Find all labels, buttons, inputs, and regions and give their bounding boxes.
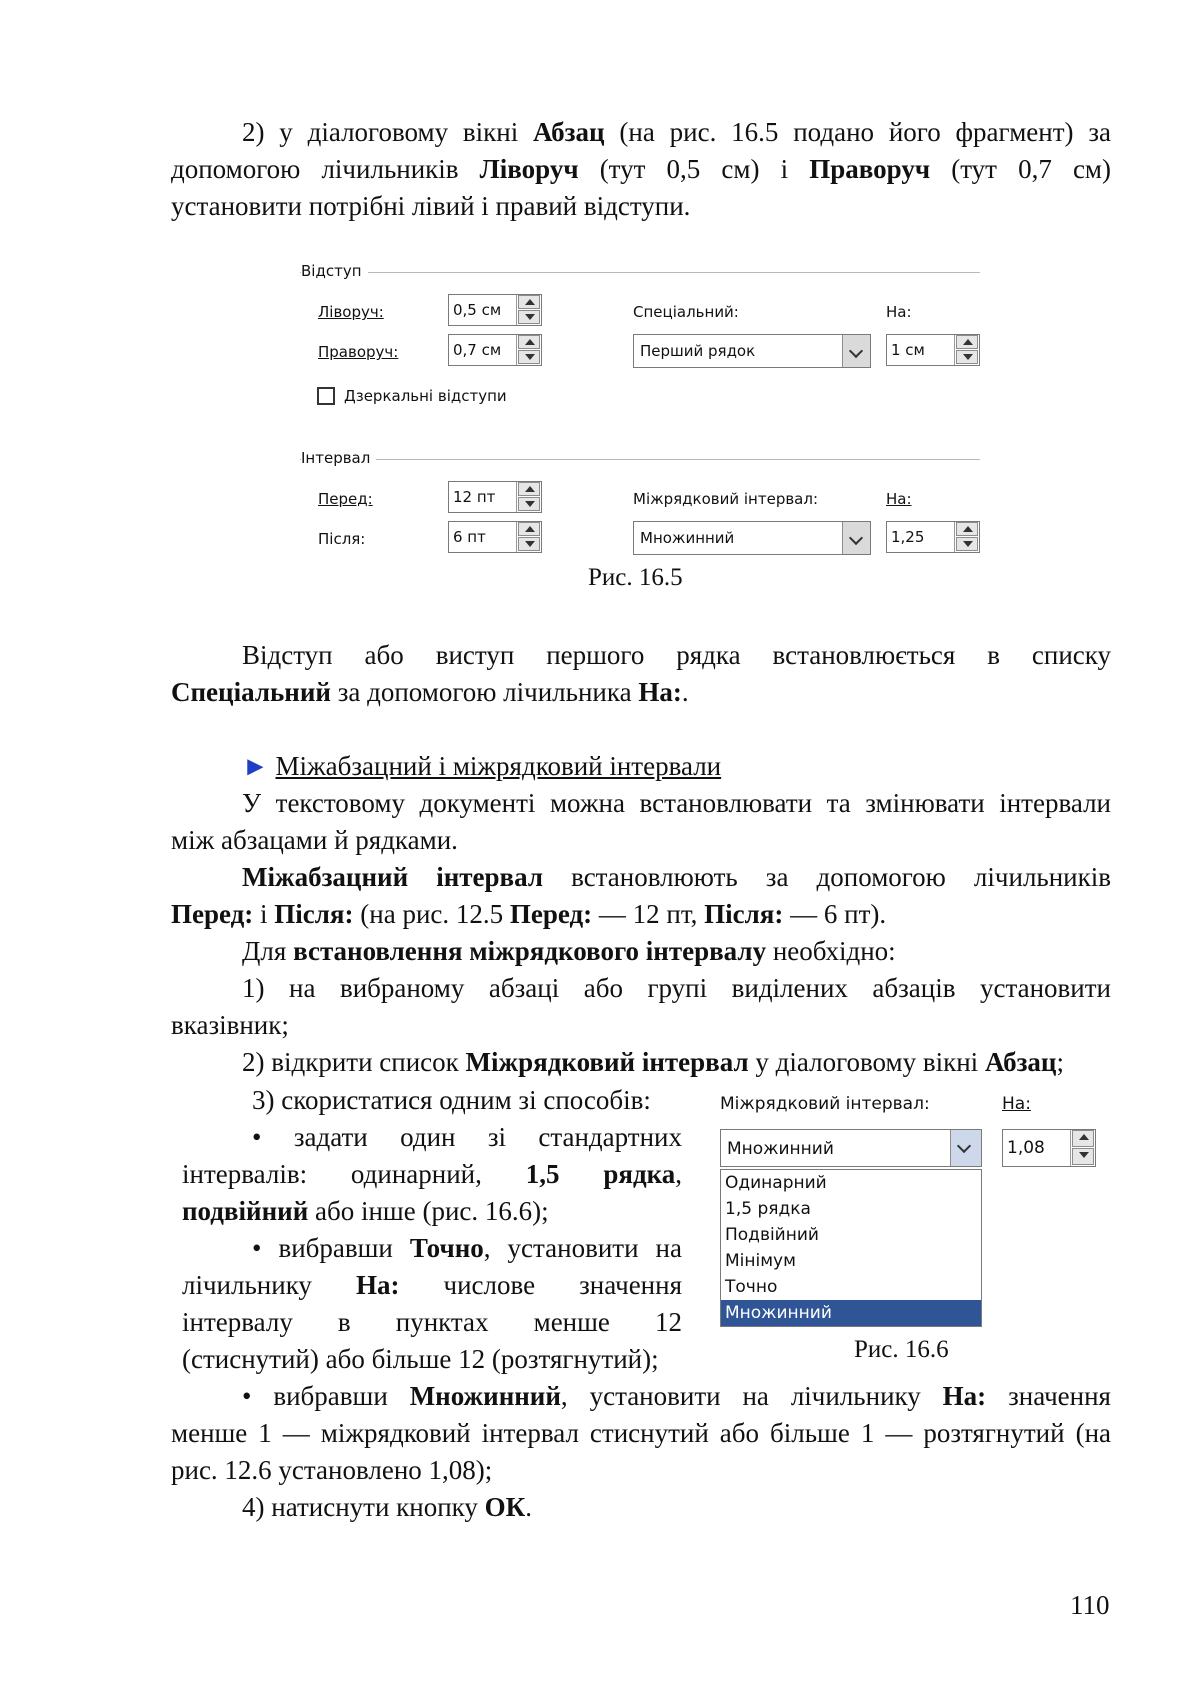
before-spinner[interactable]: 12 пт [448, 481, 542, 513]
first-line-by-label: На: [886, 303, 912, 321]
after-label: Після: [318, 530, 366, 548]
at-spinner[interactable]: 1,25 [886, 521, 980, 553]
left-indent-spinner[interactable]: 0,5 см [448, 294, 542, 326]
indent-group-title: Відступ [301, 262, 368, 280]
line-spacing-combo[interactable]: Множинний [633, 521, 871, 555]
before-label: Перед: [318, 490, 373, 508]
option-minimum[interactable]: Мінімум [725, 1251, 796, 1271]
chevron-down-icon[interactable] [950, 1130, 981, 1166]
right-indent-spinner[interactable]: 0,7 см [448, 334, 542, 366]
at-label: На: [1002, 1094, 1031, 1114]
intro-paragraph: 2) у діалоговому вікні Абзац (на рис. 16.5 подано його фрагмент) за допомогою лічильників Ліворуч (тут 0,5 см) і Праворуч (тут 0,7 см) установити потрібні лівий і правий відступи. [171, 117, 1112, 221]
page-number: 110 [1070, 1590, 1110, 1620]
at-label: На: [886, 490, 912, 508]
line-spacing-options-list [720, 1169, 982, 1327]
body-text: У текстовому документі можна встановлювати та змінювати інтервали між абзацами й рядками. Міжабзацний інтервал встановлюють за допомогою лічильників Перед: і Після: (на рис. 12.5 Перед: — 12 пт, Після: — 6 пт). Для встановлення міжрядкового інтервалу необхідно: 1) на вибраному абзаці або групі виділених абзаців установити вказівник; 2) відкрити список Міжрядковий інтервал у діалоговому вікні Абзац; [171, 788, 1111, 1077]
left-indent-label: Ліворуч: [318, 303, 384, 321]
mirror-indents-label: Дзеркальні відступи [344, 387, 507, 405]
line-spacing-label: Міжрядковий інтервал: [633, 490, 819, 508]
section-heading: ► Міжабзацний і міжрядковий інтервали [242, 751, 722, 781]
option-exactly[interactable]: Точно [725, 1277, 778, 1297]
interval-group-title: Інтервал [301, 449, 376, 467]
right-indent-label: Праворуч: [318, 343, 399, 361]
methods-list: 3) скористатися одним зі способів: • задати один зі стандартних інтервалів: одинарний, 1,5 рядка, подвійний або інше (рис. 16.6); • вибравши Точно, установити на лічильнику На: числове значення інтервалу в пунктах менше 12 (стиснутий) або більше 12 (розтягнутий); [182, 1085, 682, 1374]
line-spacing-label: Міжрядковий інтервал: [720, 1094, 930, 1114]
after-spinner[interactable]: 6 пт [448, 521, 542, 553]
arrow-bullet-icon: ► [242, 751, 269, 781]
figure-caption-16-6: Рис. 16.6 [854, 1336, 949, 1363]
line-spacing-combo[interactable]: Множинний [720, 1129, 982, 1167]
spin-down-icon[interactable] [1072, 1148, 1094, 1165]
spin-up-icon[interactable] [1072, 1130, 1094, 1147]
option-single[interactable]: Одинарний [725, 1173, 827, 1193]
special-paragraph: Відступ або виступ першого рядка встановлюється в списку Спеціальний за допомогою лічильника На:. [171, 640, 1111, 707]
special-combo[interactable]: Перший рядок [633, 334, 871, 368]
option-multiple[interactable]: Множинний [721, 1300, 981, 1326]
first-line-by-spinner[interactable]: 1 см [886, 334, 980, 366]
final-text: • вибравши Множинний, установити на лічильнику На: значення менше 1 — міжрядковий інтервал стиснутий або більше 1 — розтягнутий (на рис. 12.6 установлено 1,08); 4) натиснути кнопку ОК. [171, 1381, 1111, 1522]
special-label: Спеціальний: [633, 303, 739, 321]
option-double[interactable]: Подвійний [725, 1225, 819, 1245]
option-one-and-half[interactable]: 1,5 рядка [725, 1199, 811, 1219]
at-spinner[interactable]: 1,08 [1002, 1129, 1096, 1167]
figure-caption-16-5: Рис. 16.5 [588, 564, 683, 591]
